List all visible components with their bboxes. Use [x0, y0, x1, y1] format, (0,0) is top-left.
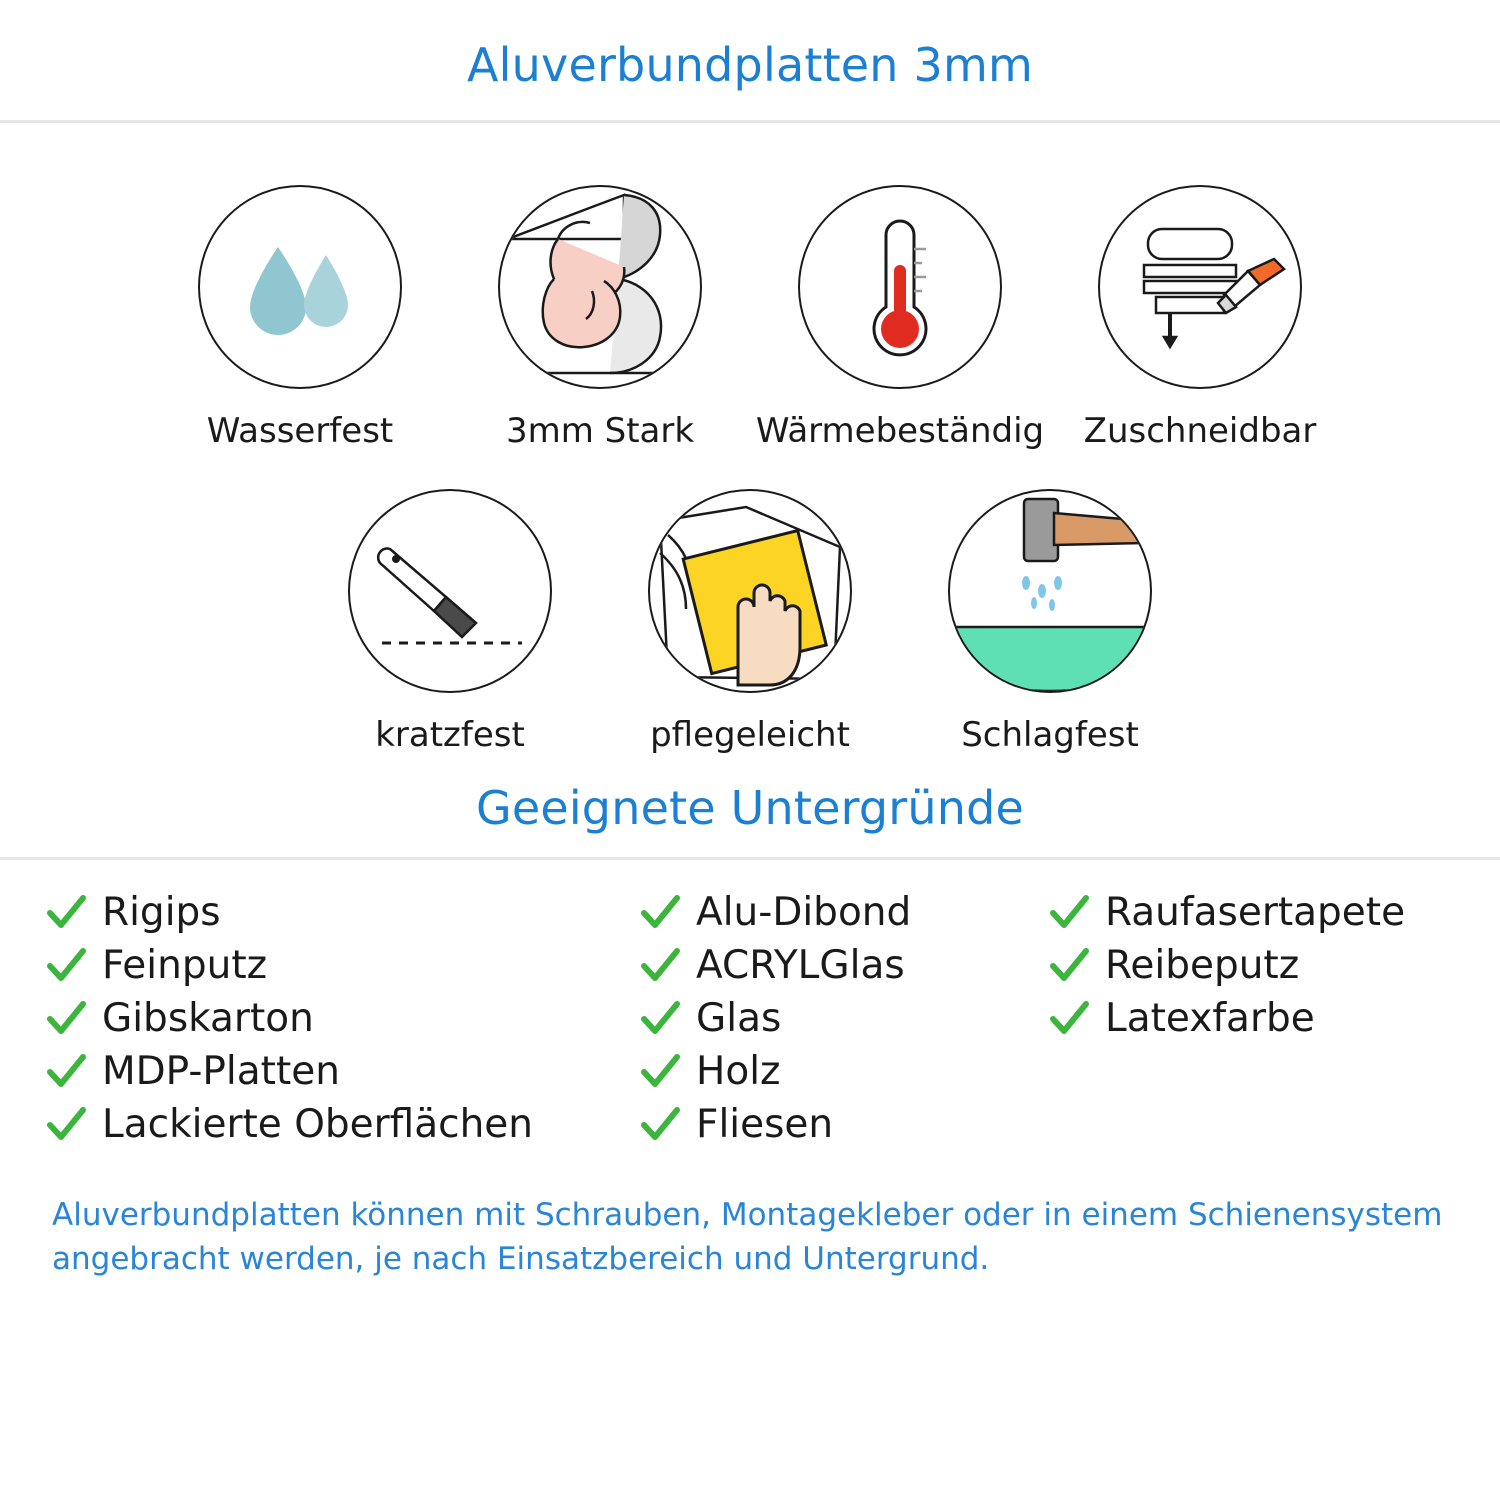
substrates-title-section: [0, 755, 1500, 857]
cleaning-cloth-icon: [648, 489, 852, 693]
check-icon: [638, 1050, 682, 1094]
check-icon: [1047, 944, 1091, 988]
list-item-label: Reibeputz: [1105, 943, 1300, 988]
list-item: [1047, 939, 1456, 992]
feature-waermebestaendig: [750, 185, 1050, 451]
knife-scratch-icon: [348, 489, 552, 693]
list-item: [44, 939, 638, 992]
list-item-label: ACRYLGlas: [696, 943, 905, 988]
feature-label: Wasserfest: [206, 411, 394, 451]
list-item: [638, 939, 1047, 992]
feature-row-primary: [0, 185, 1500, 451]
thermometer-icon: [798, 185, 1002, 389]
title-divider: [0, 120, 1500, 123]
check-icon: [638, 1103, 682, 1147]
list-item-label: Latexfarbe: [1105, 996, 1315, 1041]
substrates-column-2: [638, 886, 1047, 1151]
page-title-section: [0, 0, 1500, 120]
check-icon: [44, 1050, 88, 1094]
feature-label: Schlagfest: [961, 715, 1139, 755]
page-title: Aluverbundplatten 3mm: [467, 38, 1033, 92]
feature-kratzfest: [300, 489, 600, 755]
list-item: [44, 992, 638, 1045]
footer-note: Aluverbundplatten können mit Schrauben, Montagekleber oder in einem Schienensystem angebracht werden, je nach Einsatzbereich und Untergrund.: [52, 1197, 1443, 1278]
check-icon: [44, 1103, 88, 1147]
list-item-label: Holz: [696, 1049, 781, 1094]
list-item-label: MDP-Platten: [102, 1049, 340, 1094]
check-icon: [638, 997, 682, 1041]
substrates-column-3: [1047, 886, 1456, 1151]
list-item-label: Feinputz: [102, 943, 268, 988]
feature-row-secondary: [0, 489, 1500, 755]
flexing-arm-icon: [498, 185, 702, 389]
substrates-list: [0, 886, 1500, 1151]
feature-label: kratzfest: [375, 715, 525, 755]
feature-3mm-stark: [450, 185, 750, 451]
list-item-label: Gibskarton: [102, 996, 314, 1041]
substrates-divider: [0, 857, 1500, 860]
list-item: [44, 1045, 638, 1098]
water-drops-icon: [198, 185, 402, 389]
substrates-title: Geeignete Untergründe: [475, 781, 1025, 835]
feature-wasserfest: [150, 185, 450, 451]
list-item: [44, 1098, 638, 1151]
list-item: [638, 1045, 1047, 1098]
check-icon: [1047, 891, 1091, 935]
list-item: [1047, 992, 1456, 1045]
feature-label: pflegeleicht: [650, 715, 850, 755]
list-item: [638, 992, 1047, 1045]
feature-label: 3mm Stark: [505, 411, 695, 451]
check-icon: [44, 997, 88, 1041]
substrates-column-1: [44, 886, 638, 1151]
list-item-label: Lackierte Oberflächen: [102, 1102, 534, 1147]
list-item-label: Raufasertapete: [1105, 890, 1406, 935]
list-item: [1047, 886, 1456, 939]
feature-label: Wärmebeständig: [755, 411, 1045, 451]
list-item-label: Rigips: [102, 890, 221, 935]
check-icon: [1047, 997, 1091, 1041]
list-item-label: Alu-Dibond: [696, 890, 912, 935]
check-icon: [638, 891, 682, 935]
check-icon: [44, 944, 88, 988]
hammer-impact-icon: [948, 489, 1152, 693]
list-item: [638, 886, 1047, 939]
feature-pflegeleicht: [600, 489, 900, 755]
list-item-label: Glas: [696, 996, 782, 1041]
check-icon: [44, 891, 88, 935]
feature-zuschneidbar: [1050, 185, 1350, 451]
check-icon: [638, 944, 682, 988]
list-item: [44, 886, 638, 939]
jigsaw-cutter-icon: [1098, 185, 1302, 389]
feature-schlagfest: [900, 489, 1200, 755]
list-item: [638, 1098, 1047, 1151]
feature-label: Zuschneidbar: [1083, 411, 1317, 451]
list-item-label: Fliesen: [696, 1102, 834, 1147]
